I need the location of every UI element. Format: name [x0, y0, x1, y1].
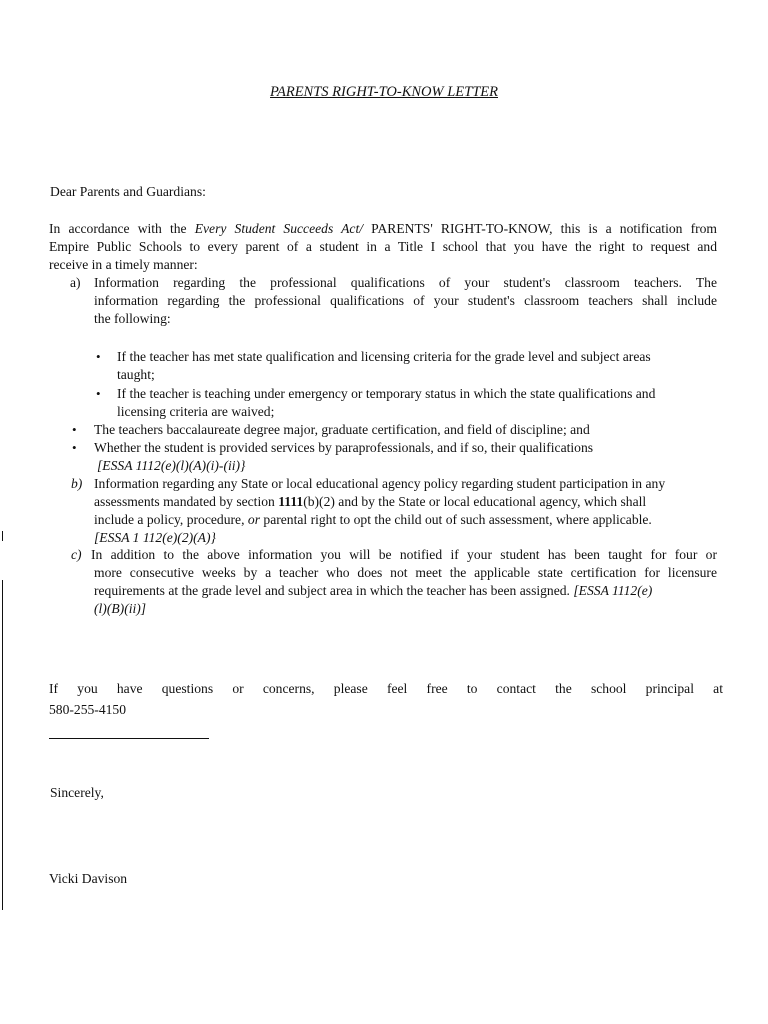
- sub-bullet-1-glyph: •: [96, 349, 101, 364]
- intro-line-3: receive in a timely manner:: [49, 257, 198, 272]
- item-c-marker: c): [71, 547, 82, 562]
- contact-phone: 580-255-4150: [49, 702, 127, 717]
- item-a-line-1: Information regarding the professional qualifications of your student's classroom teachers. The: [94, 275, 717, 290]
- item-b-line-3-or: or: [247, 512, 260, 527]
- main-bullet-2-glyph: •: [72, 440, 77, 455]
- item-b-line-1: Information regarding any State or local educational agency policy regarding student participation in any: [94, 476, 666, 491]
- citation-3a: [ESSA 1112(e): [573, 583, 653, 598]
- intro-suffix: PARENTS' RIGHT-TO-KNOW, this is a notification from: [371, 221, 717, 236]
- contact-line: If you have questions or concerns, please feel free to contact the school principal at: [49, 681, 723, 696]
- item-b-line-2-post: (b)(2) and by the State or local educational agency, which shall: [303, 494, 647, 509]
- main-bullet-2: Whether the student is provided services by paraprofessionals, and if so, their qualifications: [94, 440, 594, 455]
- item-b-marker: b): [71, 476, 83, 491]
- item-c-line-1: In addition to the above information you will be notified if your student has been taught for four or: [91, 547, 717, 562]
- item-a-marker: a): [70, 275, 81, 290]
- item-b-line-3-post: parental right to opt the child out of such assessment, where applicable.: [263, 512, 652, 527]
- item-b-line-2-pre: assessments mandated by section: [94, 494, 275, 509]
- item-c-line-3-text: requirements at the grade level and subject area in which the teacher has been assigned.: [94, 583, 570, 598]
- act-name: Every Student Succeeds Act/: [194, 221, 364, 236]
- citation-2: [ESSA 1 112(e)(2)(A)}: [94, 530, 216, 545]
- citation-1: [ESSA 1112(e)(l)(A)(i)-(ii)}: [97, 458, 246, 473]
- item-c-line-3: [94, 582, 717, 600]
- intro-line-1: [49, 220, 717, 238]
- greeting: Dear Parents and Guardians:: [50, 184, 206, 199]
- intro-line-2: Empire Public Schools to every parent of a student in a Title I school that you have the right to request and: [49, 239, 717, 254]
- signer-name: Vicki Davison: [49, 871, 128, 886]
- item-b-line-3: [94, 511, 652, 529]
- margin-mark: [2, 531, 3, 541]
- margin-line: [2, 580, 3, 910]
- letter-title: PARENTS RIGHT-TO-KNOW LETTER: [270, 84, 498, 100]
- sub-bullet-2-glyph: •: [96, 386, 101, 401]
- closing: Sincerely,: [50, 785, 104, 800]
- item-b-line-2: [94, 493, 646, 511]
- main-bullet-1: The teachers baccalaureate degree major, graduate certification, and field of discipline; and: [94, 422, 590, 437]
- sub-bullet-1-line-2: taught;: [117, 367, 155, 382]
- sub-bullet-1-line-1: If the teacher has met state qualification and licensing criteria for the grade level and subject areas: [117, 349, 651, 364]
- section-number: 1111: [278, 494, 304, 509]
- item-a-line-2: information regarding the professional qualifications of your student's classroom teachers shall include: [94, 293, 717, 308]
- intro-prefix: In accordance with the: [49, 221, 187, 236]
- item-a-line-3: the following:: [94, 311, 171, 326]
- sub-bullet-2-line-2: licensing criteria are waived;: [117, 404, 275, 419]
- item-c-line-2: more consecutive weeks by a teacher who does not meet the applicable state certification for licensure: [94, 565, 717, 580]
- item-b-line-3-pre: include a policy, procedure,: [94, 512, 245, 527]
- sub-bullet-2-line-1: If the teacher is teaching under emergency or temporary status in which the state qualifications and: [117, 386, 656, 401]
- citation-3b: (l)(B)(ii)]: [94, 601, 147, 616]
- signature-rule: [49, 738, 209, 739]
- main-bullet-1-glyph: •: [72, 422, 77, 437]
